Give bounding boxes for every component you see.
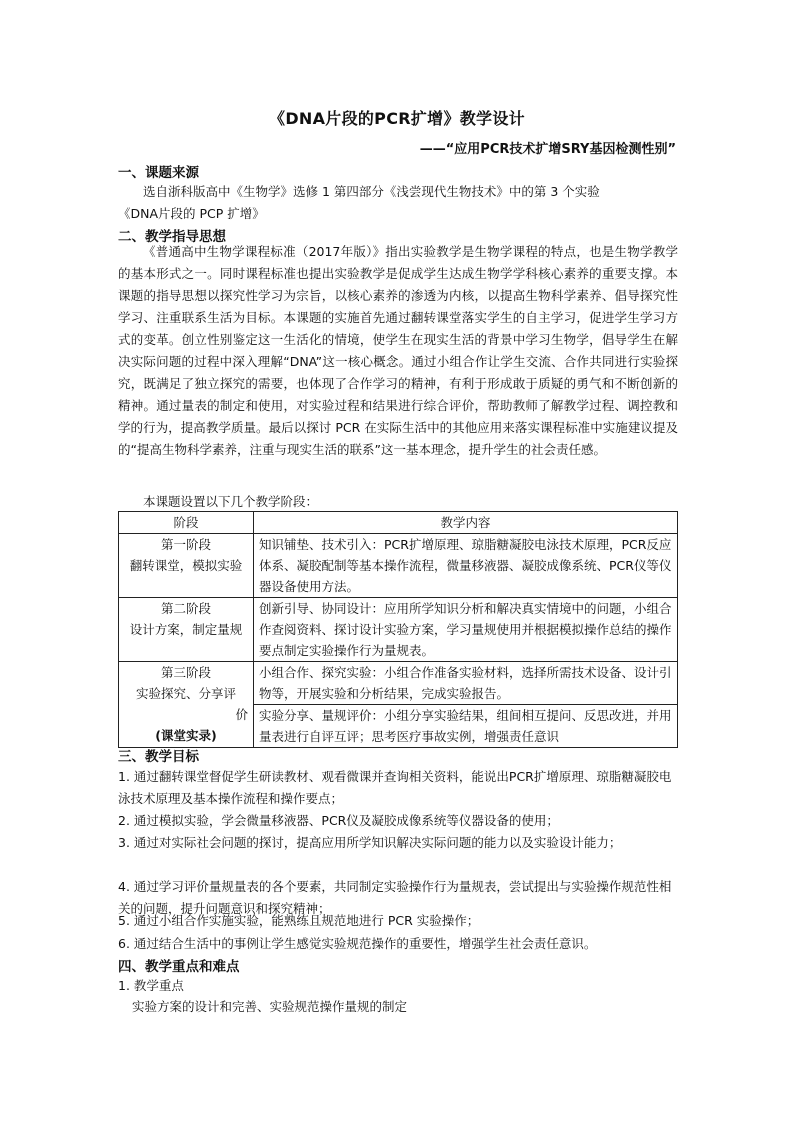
stage-number: 第三阶段 (160, 665, 211, 680)
table-header-content: 教学内容 (254, 512, 678, 534)
objective-item: 4. 通过学习评价量规量表的各个要素，共同制定实验操作行为量规表，尝试提出与实验操作规范性相关的问题，提升问题意识和探究精神； (118, 879, 672, 916)
stage-note: (课堂实录) (155, 728, 217, 743)
stage-name: 设计方案，制定量规 (129, 622, 243, 637)
stage-name: 翻转课堂，模拟实验 (129, 558, 243, 573)
section-heading-objectives: 三、教学目标 (118, 749, 199, 765)
content-cell: 小组合作、探究实验：小组合作准备实验材料，选择所需技术设备、设计引物等，开展实验和分析结果，完成实验报告。 (254, 662, 678, 705)
stage-name-continued: 价 (235, 707, 248, 722)
document-subtitle: ——“应用PCR技术扩增SRY基因检测性别” (419, 142, 676, 157)
source-line-2: 《DNA片段的 PCP 扩增》 (118, 206, 265, 221)
objective-item: 3. 通过对实际社会问题的探讨，提高应用所学知识解决实际问题的能力以及实验设计能力； (118, 835, 622, 850)
table-row (119, 662, 678, 705)
table-header-row (119, 512, 678, 534)
objective-item: 1. 通过翻转课堂督促学生研读教材、观看微课并查询相关资料，能说出PCR扩增原理、琼脂糖凝胶电泳技术原理及基本操作流程和操作要点； (118, 769, 672, 806)
teaching-stages-table (118, 511, 678, 748)
objective-item: 5. 通过小组合作实施实验，能熟练且规范地进行 PCR 实验操作； (118, 913, 480, 928)
content-cell: 知识铺垫、技术引入：PCR扩增原理、琼脂糖凝胶电泳技术原理，PCR反应体系、凝胶配制等基本操作流程，微量移液器、凝胶成像系统、PCR仪等仪器设备使用方法。 (254, 534, 678, 598)
content-cell: 创新引导、协同设计：应用所学知识分析和解决真实情境中的问题，小组合作查阅资料、探讨设计实验方案，学习量规使用并根据模拟操作总结的操作要点制定实验操作行为量规表。 (254, 598, 678, 662)
section-heading-source: 一、课题来源 (118, 165, 199, 181)
table-header-stage: 阶段 (119, 512, 254, 534)
section-heading-key-points: 四、教学重点和难点 (118, 959, 240, 975)
objective-item: 2. 通过模拟实验，学会微量移液器、PCR仪及凝胶成像系统等仪器设备的使用； (118, 813, 559, 828)
stage-cell (119, 534, 254, 598)
source-line-1: 选自浙科版高中《生物学》选修 1 第四部分《浅尝现代生物技术》中的第 3 个实验 (143, 184, 600, 199)
content-cell: 实验分享、量规评价：小组分享实验结果，组间相互提问、反思改进，并用量表进行自评互评；思考医疗事故实例，增强责任意识 (254, 705, 678, 748)
stage-cell (119, 662, 254, 748)
table-row (119, 598, 678, 662)
key-points-text: 实验方案的设计和完善、实验规范操作量规的制定 (132, 999, 408, 1014)
table-row (119, 534, 678, 598)
table-intro: 本课题设置以下几个教学阶段： (143, 494, 319, 509)
stage-name: 实验探究、分享评 (135, 686, 236, 701)
stage-number: 第一阶段 (160, 537, 211, 552)
objective-item: 6. 通过结合生活中的事例让学生感觉实验规范操作的重要性，增强学生社会责任意识。 (118, 936, 597, 951)
section-heading-guiding-idea: 二、教学指导思想 (118, 229, 226, 245)
stage-cell (119, 598, 254, 662)
guiding-idea-paragraph: 《普通高中生物学课程标准（2017年版）》指出实验教学是生物学课程的特点，也是生物学教学的基本形式之一。同时课程标准也提出实验教学是促成学生达成生物学学科核心素养的重要支撑。本课题的指导思想以探究性学习为宗旨，以核心素养的渗透为内核，以提高生物科学素养、倡导探究性学习、注重联系生活为目标。本课题的实施首先通过翻转课堂落实学生的自主学习，促进学生学习方式的变革。创立性别鉴定这一生活化的情境，使学生在现实生活的背景中学习生物学，倡导学生在解决实际问题的过程中深入理解“DNA”这一核心概念。通过小组合作让学生交流、合作共同进行实验探究，既满足了独立探究的需要，也体现了合作学习的精神，有利于形成敢于质疑的勇气和不断创新的精神。通过量表的制定和使用，对实验过程和结果进行综合评价，帮助教师了解教学过程、调控教和学的行为，提高教学质量。最后以探讨 PCR 在实际生活中的其他应用来落实课程标准中实施建议提及的“提高生物科学素养，注重与现实生活的联系”这一基本理念，提升学生的社会责任感。 (118, 244, 678, 457)
stage-number: 第二阶段 (160, 601, 211, 616)
key-points-label: 1. 教学重点 (118, 978, 184, 993)
document-title: 《DNA片段的PCR扩增》教学设计 (269, 109, 525, 128)
